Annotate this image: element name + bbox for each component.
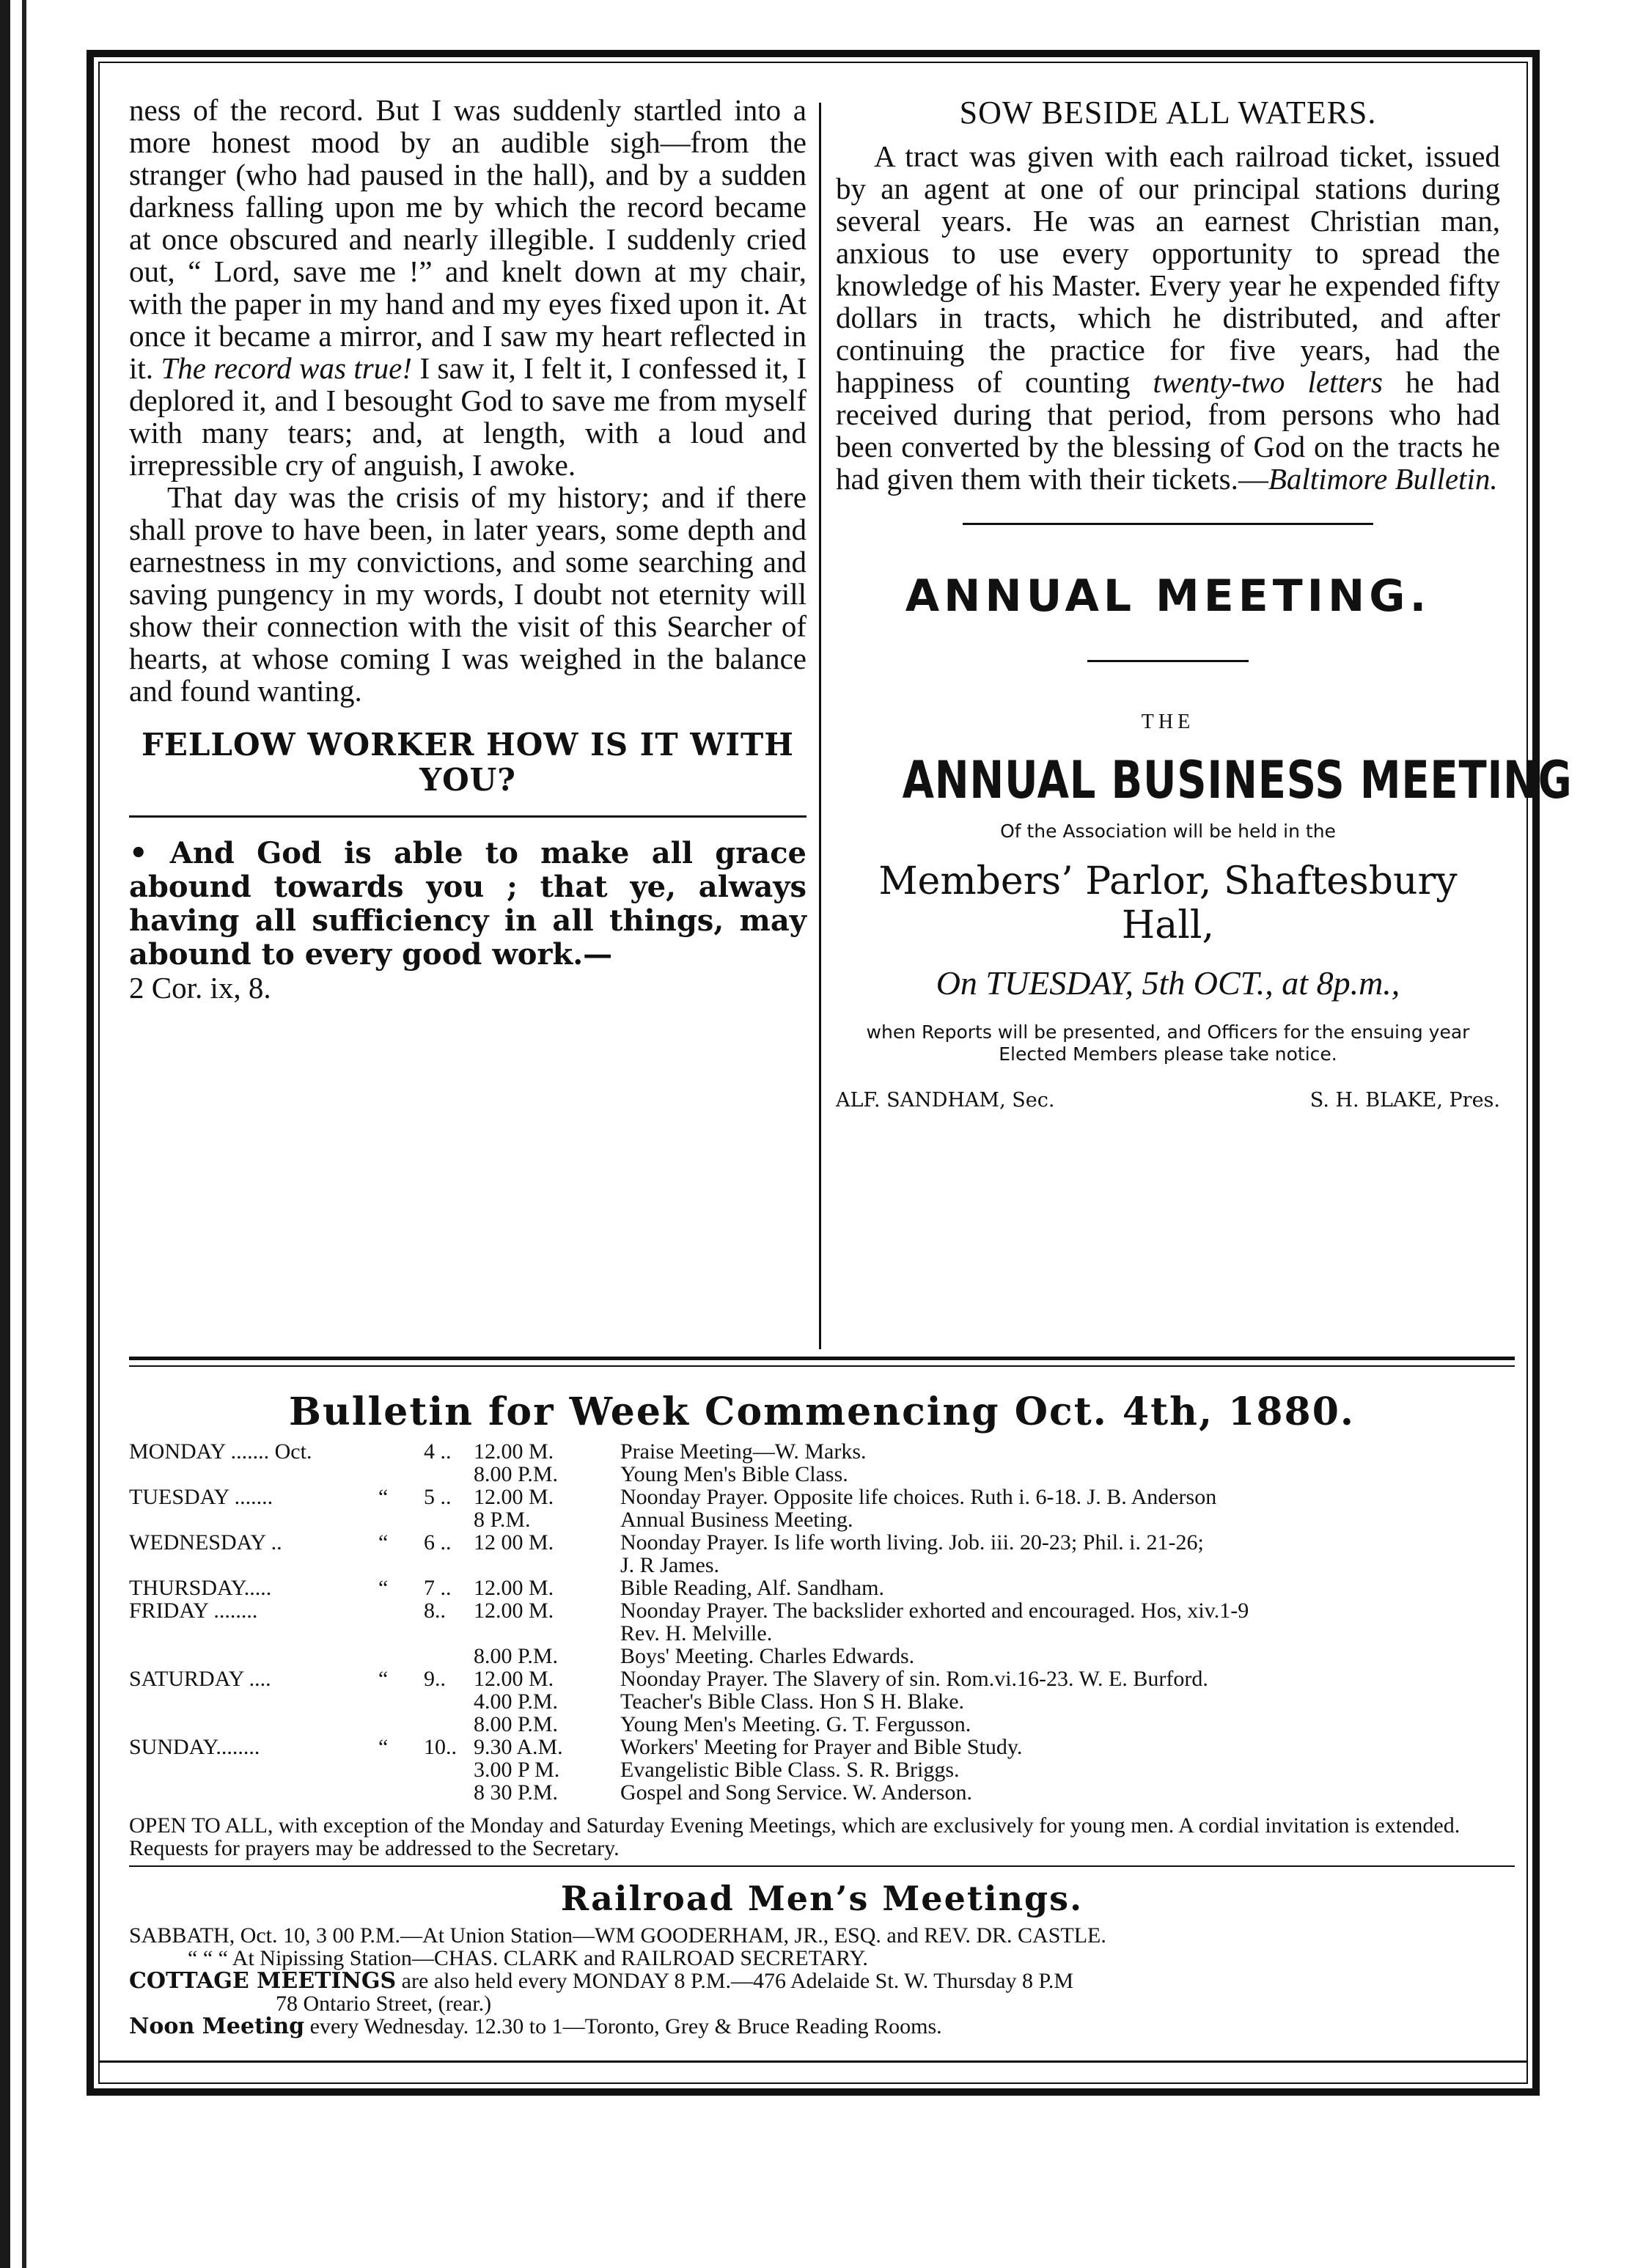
schedule-row [129, 1736, 1515, 1758]
schedule-date: 10.. [424, 1735, 457, 1759]
schedule-row [129, 1440, 1515, 1463]
schedule-ditto: “ [378, 1667, 389, 1691]
schedule-event: Noonday Prayer. Opposite life choices. Ruth i. 6-18. J. B. Anderson [620, 1485, 1217, 1509]
schedule-row [129, 1781, 1515, 1804]
schedule-day: MONDAY ....... Oct. [129, 1439, 312, 1464]
bulletin-title: Bulletin for Week Commencing Oct. 4th, 1880. [289, 1390, 1355, 1434]
schedule-event: Young Men's Meeting. G. T. Fergusson. [620, 1712, 971, 1736]
schedule-day: WEDNESDAY .. [129, 1530, 282, 1555]
annual-meeting-title: ANNUAL MEETING. [905, 570, 1431, 622]
signatures [836, 1089, 1500, 1112]
railroad-line-1: SABBATH, Oct. 10, 3 00 P.M.—At Union Station—WM GOODERHAM, JR., ESQ. and REV. DR. CASTLE. [129, 1923, 1106, 1948]
schedule-day: SUNDAY........ [129, 1735, 260, 1759]
the-label: THE [1141, 711, 1195, 733]
schedule-row [129, 1690, 1515, 1713]
schedule-time: 9.30 A.M. [474, 1735, 563, 1759]
schedule-time: 3.00 P M. [474, 1758, 560, 1782]
right-column [836, 94, 1573, 1112]
railroad-divider [129, 1865, 1515, 1867]
bulletin-rule-thick [129, 1357, 1515, 1360]
schedule-day: SATURDAY .... [129, 1667, 271, 1691]
bottom-rule [98, 2060, 1528, 2063]
schedule-event: Gospel and Song Service. W. Anderson. [620, 1780, 972, 1805]
schedule-time: 8 P.M. [474, 1508, 531, 1532]
schedule-row [129, 1531, 1515, 1554]
bulletin-rule-thin [129, 1365, 1515, 1367]
reports-notice: when Reports will be presented, and Officers for the ensuing year Elected Members please take notice. [866, 1021, 1470, 1065]
noon-lead: Noon Meeting [129, 2014, 305, 2039]
story-italic: The record was true! [161, 351, 413, 385]
schedule-event: Boys' Meeting. Charles Edwards. [620, 1644, 915, 1668]
left-margin-line [22, 0, 26, 2268]
schedule-event: Rev. H. Melville. [620, 1621, 773, 1645]
schedule-ditto: “ [378, 1485, 389, 1509]
schedule-time: 4.00 P.M. [474, 1689, 559, 1714]
schedule-row [129, 1554, 1515, 1577]
schedule-event: Young Men's Bible Class. [620, 1462, 848, 1486]
sow-paragraph [836, 140, 1500, 495]
cottage-meetings [129, 1970, 1515, 1992]
schedule-date: 6 .. [424, 1530, 452, 1555]
schedule-time: 8.00 P.M. [474, 1462, 559, 1486]
schedule-event: J. R James. [620, 1553, 719, 1577]
sow-source: Baltimore Bulletin. [1268, 462, 1498, 496]
meeting-date-line: On TUESDAY, 5th OCT., at 8p.m., [936, 964, 1400, 1002]
schedule-event: Noonday Prayer. The backslider exhorted and encouraged. Hos, xiv.1-9 [620, 1599, 1249, 1623]
open-to-all-notice [129, 1814, 1515, 1860]
schedule-time: 8.00 P.M. [474, 1644, 559, 1668]
sow-title: SOW BESIDE ALL WATERS. [959, 95, 1377, 131]
schedule-event: Teacher's Bible Class. Hon S H. Blake. [620, 1689, 965, 1714]
schedule-date: 7 .. [424, 1576, 452, 1600]
schedule-time: 12.00 M. [474, 1439, 554, 1464]
annual-rule-mid [1087, 660, 1249, 662]
schedule-time: 12.00 M. [474, 1667, 554, 1691]
story-paragraph-2: That day was the crisis of my history; and if there shall prove to have been, in later years, some depth and earnestness in my convictions, and some searching and saving pungency in my words, I doubt not eternity will show their connection with the visit of this Searcher of hearts, at whose coming I was weighed in the balance and found wanting. [129, 480, 807, 708]
cottage-text: are also held every MONDAY 8 P.M.—476 Adelaide St. W. Thursday 8 P.M [401, 1969, 1074, 1993]
sow-text: A tract was given with each railroad ticket, issued by an agent at one of our principal stations during several years. He was an earnest Christian man, anxious to use every opportunity to spread the knowledge of his Master. Every year he expended fifty dollars in tracts, which he distributed, and after continuing the practice for five years, had the happiness of counting [836, 139, 1500, 399]
schedule-event: Annual Business Meeting. [620, 1508, 853, 1532]
schedule-time: 8.00 P.M. [474, 1712, 559, 1736]
schedule-time: 8 30 P.M. [474, 1780, 559, 1805]
story-paragraph-1 [129, 94, 807, 481]
schedule-day: TUESDAY ....... [129, 1485, 273, 1509]
members-parlor-line: Members’ Parlor, Shaftesbury Hall, [878, 859, 1458, 947]
noon-text: every Wednesday. 12.30 to 1—Toronto, Grey & Bruce Reading Rooms. [309, 2014, 942, 2038]
secretary-signature: ALF. SANDHAM, Sec. [836, 1089, 1055, 1112]
schedule-row [129, 1577, 1515, 1599]
schedule-ditto: “ [378, 1576, 389, 1600]
scripture-verse: • And God is able to make all grace abound towards you ; that ye, always having all sufficiency in all things, may abound to every good work.— [129, 836, 807, 972]
president-signature: S. H. BLAKE, Pres. [1309, 1089, 1500, 1112]
schedule-row [129, 1599, 1515, 1622]
schedule-event: Noonday Prayer. The Slavery of sin. Rom.vi.16-23. W. E. Burford. [620, 1667, 1208, 1691]
sow-italic: twenty-two letters [1153, 365, 1383, 399]
schedule-row [129, 1667, 1515, 1690]
schedule-time: 12.00 M. [474, 1485, 554, 1509]
left-margin-bar [0, 0, 10, 2268]
association-line: Of the Association will be held in the [1000, 821, 1336, 842]
schedule-event: Praise Meeting—W. Marks. [620, 1439, 867, 1464]
column-divider [819, 103, 821, 1349]
schedule-day: FRIDAY ........ [129, 1599, 258, 1623]
schedule-ditto: “ [378, 1735, 389, 1759]
cottage-address: 78 Ontario Street, (rear.) [276, 1992, 492, 2016]
open-lead: OPEN TO ALL, [129, 1813, 273, 1838]
schedule-date: 8.. [424, 1599, 446, 1623]
schedule-time: 12 00 M. [474, 1530, 554, 1555]
annual-business-meeting-title: ANNUAL BUSINESS MEETING [902, 750, 1573, 810]
schedule-row [129, 1645, 1515, 1667]
schedule-row [129, 1463, 1515, 1486]
schedule-event: Noonday Prayer. Is life worth living. Job. iii. 20-23; Phil. i. 21-26; [620, 1530, 1204, 1555]
schedule-row [129, 1508, 1515, 1531]
cottage-lead: COTTAGE MEETINGS [129, 1968, 397, 1994]
schedule-date: 9.. [424, 1667, 446, 1691]
schedule-date: 5 .. [424, 1485, 452, 1509]
schedule-event: Evangelistic Bible Class. S. R. Briggs. [620, 1758, 960, 1782]
noon-meeting [129, 2015, 1515, 2038]
schedule-time: 12.00 M. [474, 1576, 554, 1600]
story-text-1-end: I saw it, I felt it, I confessed it, I deplored it, and I besought God to save me from myself with many tears; and, at length, with a loud and irrepressible cry of anguish, I awoke. [129, 351, 807, 482]
left-divider [129, 815, 807, 818]
weekly-bulletin [129, 1390, 1515, 2038]
schedule-row [129, 1486, 1515, 1508]
open-text: with exception of the Monday and Saturday Evening Meetings, which are exclusively for young men. A cordial invitation is extended. Requests for prayers may be addressed to the Secretary. [129, 1813, 1461, 1860]
scripture-reference: 2 Cor. ix, 8. [129, 971, 271, 1005]
schedule-row [129, 1713, 1515, 1736]
schedule-day: THURSDAY..... [129, 1576, 272, 1600]
schedule-event: Bible Reading, Alf. Sandham. [620, 1576, 884, 1600]
schedule-row [129, 1758, 1515, 1781]
schedule-date: 4 .. [424, 1439, 452, 1464]
left-column [129, 94, 807, 1004]
railroad-line-2: “ “ “ At Nipissing Station—CHAS. CLARK and RAILROAD SECRETARY. [188, 1946, 868, 1970]
schedule-row [129, 1622, 1515, 1645]
schedule-ditto: “ [378, 1530, 389, 1555]
schedule-time: 12.00 M. [474, 1599, 554, 1623]
fellow-worker-heading: FELLOW WORKER HOW IS IT WITH YOU? [142, 727, 794, 798]
sow-text-end: he had received during that period, from persons who had been converted by the blessing of God on the tracts he had given them with their tickets.— [836, 365, 1500, 496]
story-text-1: ness of the record. But I was suddenly startled into a more honest mood by an audible sigh—from the stranger (who had paused in the hall), and by a sudden darkness falling upon me by which the record became at once obscured and nearly illegible. I suddenly cried out, “ Lord, save me !” and knelt down at my chair, with the paper in my hand and my eyes fixed upon it. At once it became a mirror, and I saw my heart reflected in it. [129, 93, 807, 385]
bulletin-schedule [129, 1440, 1515, 1804]
railroad-title: Railroad Men’s Meetings. [560, 1879, 1084, 1918]
schedule-event: Workers' Meeting for Prayer and Bible Study. [620, 1735, 1023, 1759]
verse-text: And God is able to make all grace abound towards you ; that ye, always having all sufficiency in all things, may abound to every good work.— [129, 836, 807, 972]
annual-rule-top [963, 523, 1373, 525]
